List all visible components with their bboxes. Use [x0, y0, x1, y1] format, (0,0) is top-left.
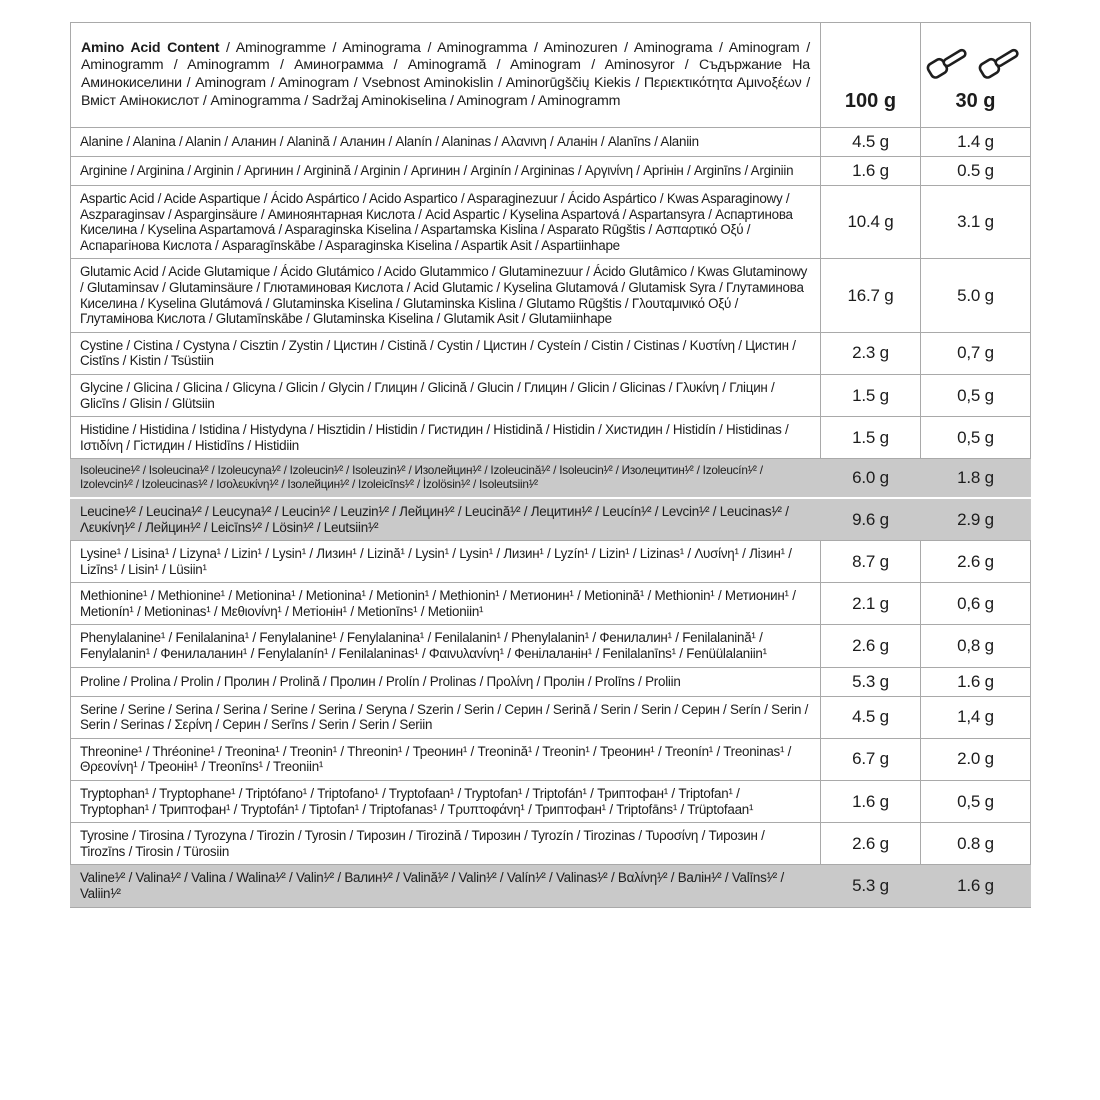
value-per-30g-cell: 5.0 g [921, 259, 1031, 332]
value-per-30g-cell: 0,5 g [921, 374, 1031, 416]
amino-acid-content-table [70, 22, 1031, 908]
amino-acid-row [71, 667, 1031, 696]
amino-acid-row [71, 157, 1031, 186]
value-per-30g-cell: 1.8 g [921, 459, 1031, 498]
table-title-translations: / Aminogramme / Aminograma / Aminogramma / Aminozuren / Aminograma / Aminogram / Aminogramm / Aminogramm / Аминограмма / Aminogramă / Aminogram / Aminosyror / Съдържание На Аминокиселини / Aminogram / Aminogram / Vsebnost Aminokislin / Aminorūgščių Kiekis / Περιεκτικότητα Αμινοξέων / Вміст Амінокислот / Aminogramma / Sadržaj Aminokiselina / Aminogram / Aminogramm [81, 39, 810, 109]
scoop-icon [924, 38, 1028, 86]
value-per-30g-cell: 0,8 g [921, 625, 1031, 667]
table-header-row [71, 23, 1031, 128]
amino-acid-names-cell: Histidine / Histidina / Istidina / Histydyna / Hisztidin / Histidin / Гистидин / Histidină / Histidin / Хистидин / Histidín / Histidinas / Ιστιδίνη / Гістидин / Histidīns / Histidiin [71, 417, 821, 459]
value-per-30g-cell: 0,7 g [921, 332, 1031, 374]
amino-acid-names-cell: Glycine / Glicina / Glicina / Glicyna / Glicin / Glycin / Глицин / Glicină / Glucin / Глицин / Glicin / Glicinas / Γλυκίνη / Гліцин / Glicīns / Glisin / Glütsiin [71, 374, 821, 416]
value-per-30g-cell: 0.8 g [921, 823, 1031, 865]
value-per-100g-cell: 6.0 g [821, 459, 921, 498]
amino-acid-names-cell: Tyrosine / Tirosina / Tyrozyna / Tirozin / Tyrosin / Тирозин / Tirozină / Тирозин / Tyrozín / Tirozinas / Τυροσίνη / Тирозин / Tirozīns / Tirosin / Türosiin [71, 823, 821, 865]
amino-acid-names-cell: Threonine¹ / Thréonine¹ / Treonina¹ / Treonin¹ / Threonin¹ / Треонин¹ / Treonină¹ / Treonin¹ / Треонин¹ / Treonín¹ / Treoninas¹ / Θρεονίνη¹ / Треонін¹ / Treonīns¹ / Treoniin¹ [71, 738, 821, 780]
amino-acid-names-cell: Leucine¹⁄² / Leucina¹⁄² / Leucyna¹⁄² / Leucin¹⁄² / Leuzin¹⁄² / Лейцин¹⁄² / Leucină¹⁄² / Лецитин¹⁄² / Leucín¹⁄² / Levcin¹⁄² / Leucinas¹⁄² / Λευκίνη¹⁄² / Лейцин¹⁄² / Leicīns¹⁄² / Lösin¹⁄² / Leutsiin¹⁄² [71, 498, 821, 541]
value-per-30g-cell: 0,6 g [921, 583, 1031, 625]
value-per-30g-cell: 3.1 g [921, 186, 1031, 259]
amino-acid-row [71, 259, 1031, 332]
amino-acid-row [71, 459, 1031, 498]
amino-acid-names-cell: Lysine¹ / Lisina¹ / Lizyna¹ / Lizin¹ / Lysin¹ / Лизин¹ / Lizină¹ / Lysin¹ / Lysin¹ / Лизин¹ / Lyzín¹ / Lizin¹ / Lizinas¹ / Λυσίνη¹ / Лізин¹ / Lizīns¹ / Lisin¹ / Lüsiin¹ [71, 541, 821, 583]
amino-acid-row [71, 738, 1031, 780]
amino-acid-names-cell: Valine¹⁄² / Valina¹⁄² / Valina / Walina¹⁄² / Valin¹⁄² / Валин¹⁄² / Valină¹⁄² / Valin¹⁄² / Valín¹⁄² / Valinas¹⁄² / Βαλίνη¹⁄² / Валін¹⁄² / Valīns¹⁄² / Valiin¹⁄² [71, 865, 821, 907]
value-per-30g-cell: 1.6 g [921, 865, 1031, 907]
value-per-100g-cell: 1.6 g [821, 781, 921, 823]
value-per-100g-cell: 1.6 g [821, 157, 921, 186]
value-per-30g-cell: 2.6 g [921, 541, 1031, 583]
table-title-cell [71, 23, 821, 128]
value-per-100g-cell: 10.4 g [821, 186, 921, 259]
column-header-100g [821, 23, 921, 128]
value-per-100g-cell: 8.7 g [821, 541, 921, 583]
amino-acid-names-cell: Alanine / Alanina / Alanin / Аланин / Alanină / Аланин / Alanín / Alaninas / Αλανινη / Аланін / Alanīns / Alaniin [71, 128, 821, 157]
value-per-100g-cell: 5.3 g [821, 667, 921, 696]
amino-acid-names-cell: Glutamic Acid / Acide Glutamique / Ácido Glutámico / Acido Glutammico / Glutaminezuur / Ácido Glutâmico / Kwas Glutaminowy / Glutaminsav / Glutaminsäure / Глютаминовая Кислота / Acid Glutamic / Kyselina Glutamová / Glutamisk Syra / Глутаминова Киселина / Kyselina Glutámová / Glutaminska Kiselina / Glutaminska Kislina / Glutamo Rūgštis / Γλουταμινικό Οξύ / Глутамінова Кислота / Glutamīnskābe / Glutaminska Kiselina / Glutamik Asit / Glutamiinhape [71, 259, 821, 332]
amino-acid-row [71, 374, 1031, 416]
value-per-30g-cell: 1.4 g [921, 128, 1031, 157]
amino-acid-row [71, 696, 1031, 738]
value-per-100g-cell: 4.5 g [821, 696, 921, 738]
table-title-bold: Amino Acid Content [81, 39, 220, 56]
amino-acid-names-cell: Isoleucine¹⁄² / Isoleucina¹⁄² / Izoleucyna¹⁄² / Izoleucin¹⁄² / Isoleuzin¹⁄² / Изолейцин¹⁄² / Izoleucină¹⁄² / Isoleucin¹⁄² / Изолецитин¹⁄² / Izoleucín¹⁄² / Izolevcin¹⁄² / Izoleucinas¹⁄² / Ισολευκίνη¹⁄² / Ізолейцин¹⁄² / Izoleicīns¹⁄² / İzolösin¹⁄² / Isoleutsiin¹⁄² [71, 459, 821, 498]
amino-acid-row [71, 417, 1031, 459]
value-per-30g-cell: 1,4 g [921, 696, 1031, 738]
value-per-100g-cell: 4.5 g [821, 128, 921, 157]
amino-acid-row [71, 541, 1031, 583]
value-per-100g-cell: 16.7 g [821, 259, 921, 332]
amino-acid-row [71, 128, 1031, 157]
amino-acid-names-cell: Tryptophan¹ / Tryptophane¹ / Triptófano¹ / Triptofano¹ / Tryptofaan¹ / Tryptofan¹ / Triptofán¹ / Триптофан¹ / Triptofan¹ / Tryptophan¹ / Триптофан¹ / Tryptofán¹ / Tiptofan¹ / Triptofanas¹ / Τρυπτοφάνη¹ / Триптофан¹ / Triptofāns¹ / Trüptofaan¹ [71, 781, 821, 823]
value-per-30g-cell: 2.9 g [921, 498, 1031, 541]
value-per-100g-cell: 2.3 g [821, 332, 921, 374]
value-per-100g-cell: 6.7 g [821, 738, 921, 780]
value-per-30g-cell: 1.6 g [921, 667, 1031, 696]
amino-acid-names-cell: Phenylalanine¹ / Fenilalanina¹ / Fenylalanine¹ / Fenylalanina¹ / Fenilalanin¹ / Phenylalanin¹ / Фенилалин¹ / Fenilalanină¹ / Fenylalanin¹ / Фенилаланин¹ / Fenylalanín¹ / Fenilalaninas¹ / Φαινυλανίνη¹ / Фенілаланін¹ / Fenilalanīns¹ / Fenüülalaniin¹ [71, 625, 821, 667]
amino-acid-names-cell: Cystine / Cistina / Cystyna / Cisztin / Zystin / Цистин / Cistină / Cystin / Цистин / Cysteín / Cistin / Cistinas / Κυστίνη / Цистин / Cistīns / Kistin / Tsüstiin [71, 332, 821, 374]
column-30g-label: 30 g [955, 90, 996, 112]
value-per-100g-cell: 9.6 g [821, 498, 921, 541]
value-per-100g-cell: 1.5 g [821, 374, 921, 416]
amino-acid-row [71, 781, 1031, 823]
value-per-30g-cell: 0,5 g [921, 417, 1031, 459]
amino-acid-row [71, 625, 1031, 667]
value-per-100g-cell: 1.5 g [821, 417, 921, 459]
amino-acid-names-cell: Methionine¹ / Methionine¹ / Metionina¹ / Metionina¹ / Metionin¹ / Methionin¹ / Метионин¹ / Metionină¹ / Methionin¹ / Метионин¹ / Metionín¹ / Metioninas¹ / Μεθιονίνη¹ / Метіонін¹ / Metionīns¹ / Metioniin¹ [71, 583, 821, 625]
amino-acid-names-cell: Proline / Prolina / Prolin / Пролин / Prolină / Пролин / Prolín / Prolinas / Προλίνη / Пролін / Prolīns / Proliin [71, 667, 821, 696]
column-header-30g [921, 23, 1031, 128]
value-per-100g-cell: 2.6 g [821, 625, 921, 667]
amino-acid-row [71, 583, 1031, 625]
value-per-100g-cell: 5.3 g [821, 865, 921, 907]
column-100g-label: 100 g [844, 90, 897, 112]
amino-acid-row [71, 186, 1031, 259]
amino-acid-row [71, 332, 1031, 374]
amino-acid-names-cell: Arginine / Arginina / Arginin / Аргинин / Arginină / Arginin / Аргинин / Arginín / Argininas / Αργινίνη / Аргінін / Arginīns / Arginiin [71, 157, 821, 186]
amino-table-body [71, 128, 1031, 908]
value-per-30g-cell: 0,5 g [921, 781, 1031, 823]
value-per-30g-cell: 0.5 g [921, 157, 1031, 186]
amino-acid-row [71, 498, 1031, 541]
amino-acid-names-cell: Serine / Serine / Serina / Serina / Serine / Serina / Seryna / Szerin / Serin / Серин / Serină / Serin / Serin / Серин / Serín / Serin / Serin / Serinas / Σερίνη / Серин / Serīns / Serin / Serin / Seriin [71, 696, 821, 738]
value-per-30g-cell: 2.0 g [921, 738, 1031, 780]
value-per-100g-cell: 2.1 g [821, 583, 921, 625]
amino-acid-names-cell: Aspartic Acid / Acide Aspartique / Ácido Aspártico / Acido Aspartico / Asparaginezuur / Ácido Aspártico / Kwas Asparaginowy / Aszparaginsav / Asparginsäure / Аминоянтарная Кислота / Acid Aspartic / Kyselina Aspartová / Aspartansyra / Аспартинова Киселина / Kyselina Aspartamová / Asparaginska Kiselina / Aspartamska Kislina / Asparato Rūgštis / Ασπαρτικό Οξύ / Аспарагінова Кислота / Asparagīnskābe / Asparaginska Kiselina / Aspartik Asit / Aspartiinhape [71, 186, 821, 259]
amino-acid-row [71, 823, 1031, 865]
value-per-100g-cell: 2.6 g [821, 823, 921, 865]
amino-acid-row [71, 865, 1031, 907]
